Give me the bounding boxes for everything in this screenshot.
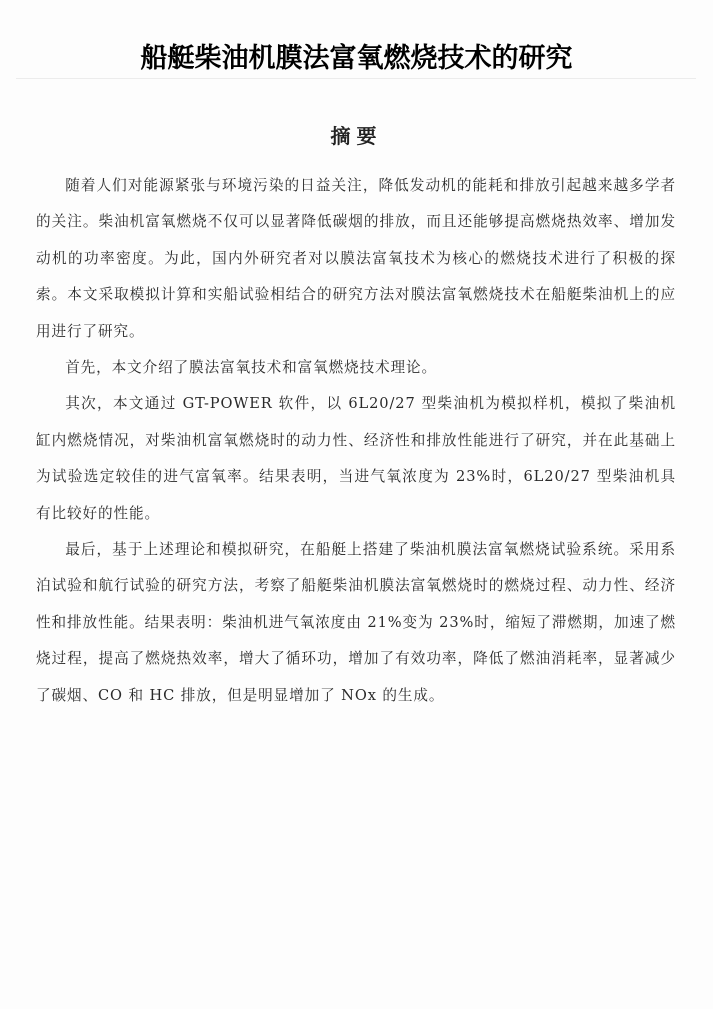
abstract-heading: 摘要	[330, 124, 383, 148]
abstract-paragraph: 随着人们对能源紧张与环境污染的日益关注，降低发动机的能耗和排放引起越来越多学者的关注。柴油机富氧燃烧不仅可以显著降低碳烟的排放，而且还能够提高燃烧热效率、增加发动机的功率密度。为此，国内外研究者对以膜法富氧技术为核心的燃烧技术进行了积极的探索。本文采取模拟计算和实船试验相结合的研究方法对膜法富氧燃烧技术在船艇柴油机上的应用进行了研究。	[36, 177, 676, 340]
abstract-paragraph: 其次，本文通过 GT-POWER 软件，以 6L20/27 型柴油机为模拟样机，模拟了柴油机缸内燃烧情况，对柴油机富氧燃烧时的动力性、经济性和排放性能进行了研究，并在此基础上为试验选定较佳的进气富氧率。结果表明，当进气氧浓度为 23%时，6L20/27 型柴油机具有比较好的性能。	[36, 395, 676, 522]
page-title: 船艇柴油机膜法富氧燃烧技术的研究	[140, 43, 573, 74]
abstract-paragraph: 首先，本文介绍了膜法富氧技术和富氧燃烧技术理论。	[65, 359, 438, 377]
abstract-body	[36, 168, 676, 714]
abstract-paragraph: 最后，基于上述理论和模拟研究，在船艇上搭建了柴油机膜法富氧燃烧试验系统。采用系泊试验和航行试验的研究方法，考察了船艇柴油机膜法富氧燃烧时的燃烧过程、动力性、经济性和排放性能。结果表明：柴油机进气氧浓度由 21%变为 23%时，缩短了滞燃期，加速了燃烧过程，提高了燃烧热效率，增大了循环功，增加了有效功率，降低了燃油消耗率，显著减少了碳烟、CO 和 HC 排放，但是明显增加了 NOx 的生成。	[36, 541, 676, 704]
title-divider	[16, 78, 696, 79]
